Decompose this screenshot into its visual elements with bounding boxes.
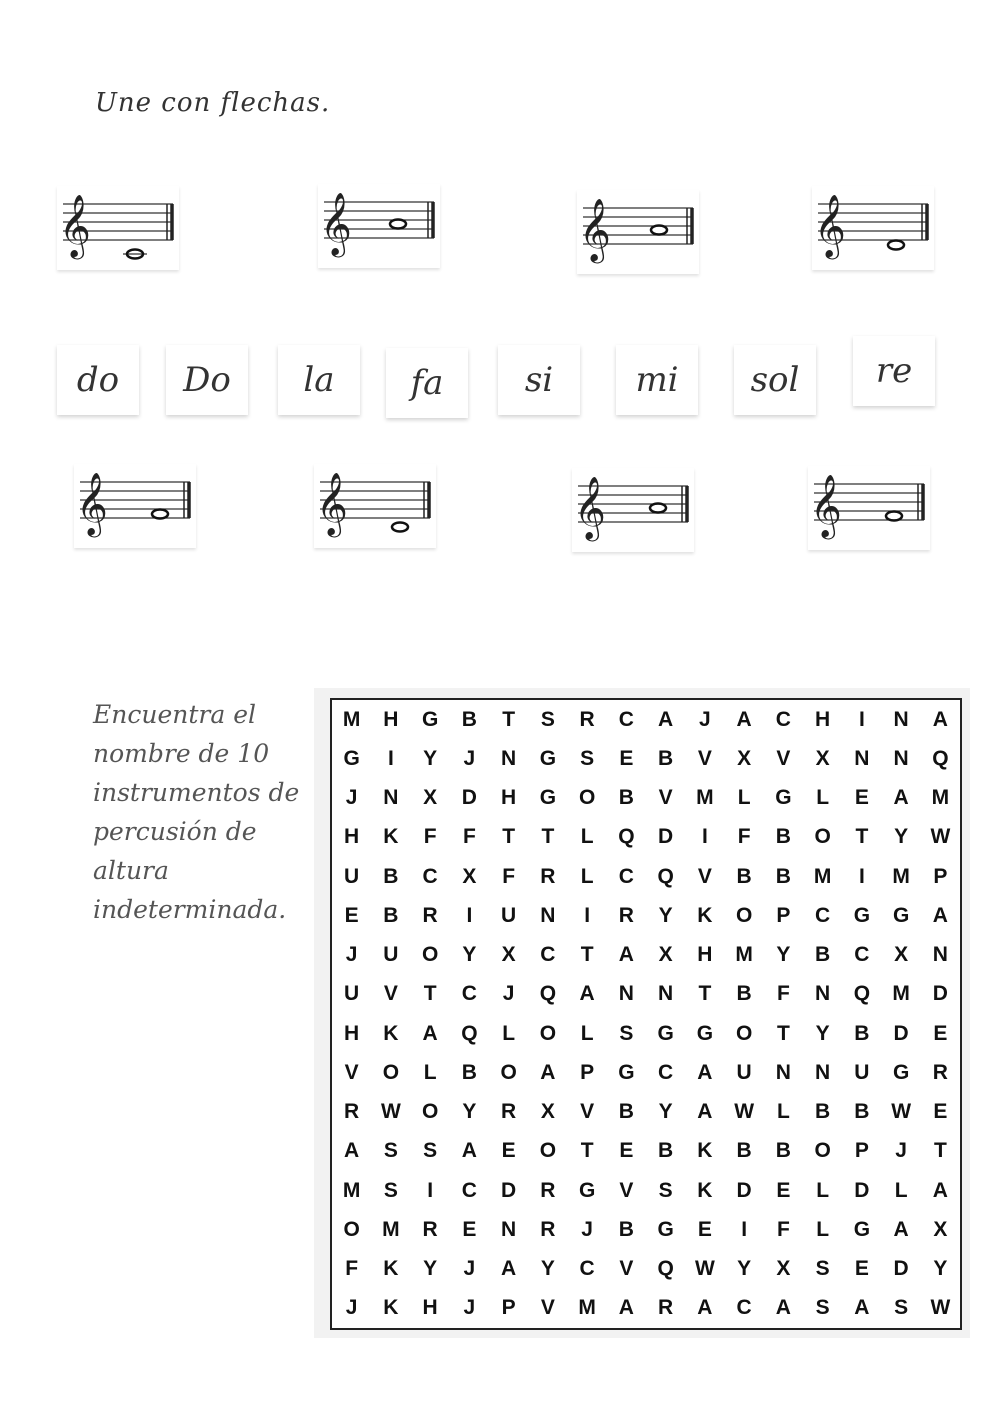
wordsearch-letter[interactable]: J	[345, 786, 358, 810]
wordsearch-letter[interactable]: J	[345, 1296, 358, 1320]
wordsearch-letter[interactable]: X	[540, 1100, 555, 1124]
wordsearch-letter[interactable]: T	[541, 825, 555, 849]
wordsearch-letter[interactable]: I	[387, 746, 394, 770]
wordsearch-letter[interactable]: K	[383, 1257, 399, 1281]
wordsearch-letter[interactable]: S	[580, 746, 595, 770]
wordsearch-letter[interactable]: L	[816, 1178, 830, 1202]
wordsearch-letter[interactable]: U	[344, 864, 360, 888]
wordsearch-letter[interactable]: N	[540, 903, 556, 927]
wordsearch-letter[interactable]: I	[466, 903, 473, 927]
wordsearch-letter[interactable]: A	[893, 786, 909, 810]
wordsearch-letter[interactable]: R	[579, 707, 595, 731]
wordsearch-letter[interactable]: C	[775, 707, 791, 731]
wordsearch-letter[interactable]: C	[579, 1257, 595, 1281]
wordsearch-letter[interactable]: G	[775, 786, 792, 810]
wordsearch-letter[interactable]: O	[539, 1021, 557, 1045]
wordsearch-letter[interactable]: N	[854, 746, 870, 770]
wordsearch-letter[interactable]: G	[853, 1217, 871, 1241]
wordsearch-letter[interactable]: T	[423, 982, 437, 1006]
wordsearch-letter[interactable]: D	[658, 825, 674, 849]
treble-clef-staff-icon	[314, 464, 436, 548]
wordsearch-letter[interactable]: B	[618, 1217, 634, 1241]
wordsearch-letter[interactable]: Q	[618, 825, 635, 849]
wordsearch-letter[interactable]: V	[344, 1060, 359, 1084]
word-card-re[interactable]: re	[853, 336, 935, 406]
wordsearch-letter[interactable]: S	[383, 1139, 398, 1163]
wordsearch-letter[interactable]: C	[658, 1060, 674, 1084]
staff-card-top-4[interactable]	[812, 186, 934, 270]
wordsearch-letter[interactable]: A	[697, 1100, 713, 1124]
wordsearch-letter[interactable]: V	[619, 1257, 634, 1281]
wordsearch-letter[interactable]: E	[501, 1139, 516, 1163]
wordsearch-letter[interactable]: W	[694, 1257, 715, 1281]
instruction-line: altura	[93, 856, 169, 885]
wordsearch-letter[interactable]: B	[618, 1100, 634, 1124]
wordsearch-letter[interactable]: I	[858, 707, 865, 731]
wordsearch-letter[interactable]: Q	[853, 982, 871, 1006]
wordsearch-letter[interactable]: V	[697, 746, 712, 770]
wordsearch-letter[interactable]: R	[422, 1217, 438, 1241]
wordsearch-letter[interactable]: P	[580, 1060, 595, 1084]
wordsearch-letter[interactable]: B	[815, 1100, 831, 1124]
wordsearch-letter[interactable]: G	[657, 1021, 674, 1045]
wordsearch-letter[interactable]: J	[699, 707, 711, 731]
wordsearch-letter[interactable]: Q	[461, 1021, 478, 1045]
wordsearch-letter[interactable]: L	[580, 1021, 594, 1045]
wordsearch-letter[interactable]: C	[736, 1296, 752, 1320]
wordsearch-letter[interactable]: R	[501, 1100, 517, 1124]
instruction-line: percusión de	[93, 817, 257, 846]
wordsearch-letter[interactable]: X	[776, 1257, 791, 1281]
wordsearch-letter[interactable]: T	[502, 825, 516, 849]
wordsearch-letter[interactable]: O	[735, 903, 753, 927]
wordsearch-letter[interactable]: Y	[933, 1257, 948, 1281]
wordsearch-letter[interactable]: R	[932, 1060, 948, 1084]
wordsearch-letter[interactable]: F	[462, 825, 476, 849]
wordsearch-letter[interactable]: Q	[657, 864, 674, 888]
wordsearch-letter[interactable]: E	[854, 786, 869, 810]
wordsearch-letter[interactable]: L	[580, 825, 594, 849]
wordsearch-letter[interactable]: U	[854, 1060, 870, 1084]
wordsearch-letter[interactable]: R	[540, 1217, 556, 1241]
wordsearch-letter[interactable]: E	[344, 903, 359, 927]
wordsearch-letter[interactable]: U	[344, 982, 360, 1006]
wordsearch-letter[interactable]: N	[501, 1217, 517, 1241]
wordsearch-letter[interactable]: F	[423, 825, 437, 849]
wordsearch-letter[interactable]: S	[540, 707, 555, 731]
wordsearch-letter[interactable]: M	[813, 864, 832, 888]
wordsearch-letter[interactable]: M	[931, 786, 950, 810]
wordsearch-letter[interactable]: K	[383, 1296, 399, 1320]
wordsearch-letter[interactable]: W	[891, 1100, 912, 1124]
wordsearch-letter[interactable]: V	[697, 864, 712, 888]
wordsearch-letter[interactable]: J	[463, 1296, 476, 1320]
wordsearch-letter[interactable]: W	[930, 825, 951, 849]
wordsearch-letter[interactable]: I	[427, 1178, 434, 1202]
wordsearch-letter[interactable]: P	[776, 903, 791, 927]
wordsearch-letter[interactable]: M	[382, 1217, 400, 1241]
wordsearch-letter[interactable]: P	[501, 1296, 516, 1320]
wordsearch-letter[interactable]: D	[932, 982, 948, 1006]
wordsearch-letter[interactable]: H	[697, 943, 713, 967]
wordsearch-letter[interactable]: B	[775, 1139, 791, 1163]
wordsearch-letter[interactable]: G	[696, 1021, 714, 1045]
wordsearch-letter[interactable]: J	[581, 1217, 593, 1241]
wordsearch-letter[interactable]: H	[501, 786, 517, 810]
wordsearch-letter[interactable]: C	[540, 943, 556, 967]
wordsearch-letter[interactable]: E	[776, 1178, 791, 1202]
word-card-sol[interactable]: sol	[734, 345, 816, 415]
svg-text:𝄞: 𝄞	[814, 194, 846, 257]
wordsearch-letter[interactable]: T	[776, 1021, 790, 1045]
word-card-la[interactable]: la	[278, 345, 360, 415]
wordsearch-letter[interactable]: X	[501, 943, 516, 967]
wordsearch-letter[interactable]: A	[932, 707, 948, 731]
wordsearch-letter[interactable]: G	[343, 746, 360, 770]
svg-text:𝄞: 𝄞	[810, 474, 842, 537]
wordsearch-letter[interactable]: N	[815, 982, 831, 1006]
wordsearch-letter[interactable]: A	[540, 1060, 556, 1084]
staff-card-top-1[interactable]	[57, 186, 179, 270]
wordsearch-letter[interactable]: T	[933, 1139, 947, 1163]
wordsearch-letter[interactable]: Y	[423, 746, 438, 770]
wordsearch-letter[interactable]: O	[578, 786, 596, 810]
wordsearch-letter[interactable]: A	[697, 1296, 713, 1320]
treble-clef-staff-icon	[812, 186, 934, 270]
wordsearch-letter[interactable]: R	[422, 903, 438, 927]
treble-clef-staff-icon	[577, 190, 699, 274]
wordsearch-letter[interactable]: E	[933, 1021, 948, 1045]
wordsearch-letter[interactable]: E	[462, 1217, 477, 1241]
wordsearch-letter[interactable]: U	[383, 943, 399, 967]
staff-card-top-2[interactable]	[318, 184, 440, 268]
wordsearch-letter[interactable]: D	[893, 1257, 909, 1281]
wordsearch-letter[interactable]: V	[383, 982, 398, 1006]
wordsearch-letter[interactable]: B	[383, 864, 399, 888]
svg-text:𝄞: 𝄞	[316, 472, 348, 535]
wordsearch-letter[interactable]: B	[775, 864, 791, 888]
wordsearch-letter[interactable]: A	[618, 943, 634, 967]
wordsearch-letter[interactable]: X	[658, 943, 673, 967]
wordsearch-letter[interactable]: M	[892, 982, 910, 1006]
wordsearch-letter[interactable]: B	[618, 786, 634, 810]
wordsearch-letter[interactable]: C	[461, 982, 477, 1006]
wordsearch-letter[interactable]: Q	[539, 982, 557, 1006]
wordsearch-letter[interactable]: T	[580, 943, 594, 967]
wordsearch-letter[interactable]: A	[344, 1139, 360, 1163]
wordsearch-letter[interactable]: B	[736, 982, 752, 1006]
wordsearch-letter[interactable]: V	[658, 786, 673, 810]
wordsearch-letter[interactable]: T	[698, 982, 712, 1006]
wordsearch-grid[interactable]	[330, 698, 962, 1330]
wordsearch-letter[interactable]: O	[343, 1217, 360, 1241]
wordsearch-letter[interactable]: J	[463, 1257, 476, 1281]
wordsearch-letter[interactable]: C	[461, 1178, 477, 1202]
wordsearch-letter[interactable]: N	[383, 786, 399, 810]
wordsearch-letter[interactable]: N	[893, 746, 909, 770]
wordsearch-letter[interactable]: A	[932, 1178, 948, 1202]
wordsearch-letter[interactable]: A	[579, 982, 595, 1006]
wordsearch-letter[interactable]: R	[658, 1296, 674, 1320]
wordsearch-letter[interactable]: N	[658, 982, 674, 1006]
instruction-arrows: Une con flechas.	[95, 88, 331, 118]
wordsearch-letter[interactable]: B	[461, 707, 477, 731]
wordsearch-letter[interactable]: F	[502, 864, 516, 888]
wordsearch-letter[interactable]: T	[580, 1139, 594, 1163]
staff-card-bottom-3[interactable]	[572, 468, 694, 552]
wordsearch-letter[interactable]: V	[776, 746, 791, 770]
wordsearch-letter[interactable]: T	[855, 825, 869, 849]
wordsearch-letter[interactable]: O	[421, 943, 439, 967]
wordsearch-letter[interactable]: D	[501, 1178, 517, 1202]
wordsearch-letter[interactable]: M	[342, 707, 361, 731]
wordsearch-letter[interactable]: Y	[737, 1257, 752, 1281]
wordsearch-letter[interactable]: E	[697, 1217, 712, 1241]
wordsearch-letter[interactable]: F	[776, 1217, 790, 1241]
wordsearch-letter[interactable]: B	[736, 1139, 752, 1163]
wordsearch-letter[interactable]: S	[619, 1021, 634, 1045]
wordsearch-letter[interactable]: E	[854, 1257, 869, 1281]
wordsearch-letter[interactable]: K	[383, 825, 399, 849]
wordsearch-letter[interactable]: C	[618, 864, 634, 888]
wordsearch-letter[interactable]: U	[736, 1060, 752, 1084]
wordsearch-letter[interactable]: C	[422, 864, 438, 888]
wordsearch-letter[interactable]: B	[815, 943, 831, 967]
staff-card-top-3[interactable]	[577, 190, 699, 274]
wordsearch-letter[interactable]: E	[619, 746, 634, 770]
svg-text:𝄞: 𝄞	[579, 198, 611, 261]
wordsearch-letter[interactable]: X	[737, 746, 752, 770]
wordsearch-letter[interactable]: S	[815, 1296, 830, 1320]
treble-clef-staff-icon	[74, 464, 196, 548]
staff-card-bottom-4[interactable]	[808, 466, 930, 550]
wordsearch-letter[interactable]: L	[816, 1217, 830, 1241]
word-card-mi[interactable]: mi	[616, 345, 698, 415]
wordsearch-letter[interactable]: O	[500, 1060, 517, 1084]
wordsearch-letter[interactable]: O	[814, 1139, 831, 1163]
wordsearch-letter[interactable]: Q	[657, 1257, 674, 1281]
wordsearch-letter[interactable]: G	[892, 1060, 910, 1084]
wordsearch-letter[interactable]: W	[380, 1100, 401, 1124]
wordsearch-letter[interactable]: A	[422, 1021, 438, 1045]
wordsearch-letter[interactable]: J	[895, 1139, 907, 1163]
wordsearch-letter[interactable]: L	[816, 786, 830, 810]
wordsearch-letter[interactable]: G	[853, 903, 871, 927]
wordsearch-letter[interactable]: E	[619, 1139, 634, 1163]
wordsearch-letter[interactable]: B	[775, 825, 791, 849]
wordsearch-letter[interactable]: B	[854, 1100, 870, 1124]
wordsearch-letter[interactable]: W	[930, 1296, 951, 1320]
wordsearch-letter[interactable]: O	[539, 1139, 557, 1163]
wordsearch-letter[interactable]: S	[815, 1257, 830, 1281]
wordsearch-letter[interactable]: N	[893, 707, 909, 731]
wordsearch-letter[interactable]: P	[854, 1139, 869, 1163]
staff-card-bottom-2[interactable]	[314, 464, 436, 548]
wordsearch-letter[interactable]: Y	[894, 825, 909, 849]
wordsearch-letter[interactable]: K	[697, 1178, 713, 1202]
wordsearch-letter[interactable]: Y	[658, 1100, 673, 1124]
wordsearch-letter[interactable]: K	[697, 1139, 713, 1163]
svg-text:𝄞: 𝄞	[574, 476, 606, 539]
wordsearch-letter[interactable]: X	[423, 786, 438, 810]
wordsearch-letter[interactable]: Y	[776, 943, 791, 967]
wordsearch-letter[interactable]: A	[932, 903, 948, 927]
wordsearch-letter[interactable]: C	[815, 903, 831, 927]
wordsearch-letter[interactable]: A	[501, 1257, 517, 1281]
wordsearch-letter[interactable]: A	[461, 1139, 477, 1163]
wordsearch-letter[interactable]: M	[696, 786, 714, 810]
instruction-line: nombre de 10	[93, 739, 270, 768]
wordsearch-letter[interactable]: R	[540, 864, 556, 888]
wordsearch-letter[interactable]: L	[776, 1100, 790, 1124]
treble-clef-staff-icon	[318, 184, 440, 268]
svg-text:𝄞: 𝄞	[76, 472, 108, 535]
wordsearch-letter[interactable]: G	[892, 903, 910, 927]
wordsearch-letter[interactable]: A	[893, 1217, 909, 1241]
wordsearch-letter[interactable]: B	[658, 746, 674, 770]
wordsearch-letter[interactable]: L	[894, 1178, 908, 1202]
wordsearch-letter[interactable]: Y	[462, 943, 477, 967]
wordsearch-letter[interactable]: M	[892, 864, 910, 888]
wordsearch-letter[interactable]: M	[735, 943, 753, 967]
wordsearch-letter[interactable]: N	[618, 982, 634, 1006]
word-card-Do[interactable]: Do	[166, 345, 248, 415]
word-card-do[interactable]: do	[57, 345, 139, 415]
wordsearch-letter[interactable]: U	[501, 903, 517, 927]
wordsearch-letter[interactable]: A	[697, 1060, 713, 1084]
instruction-line: instrumentos de	[93, 778, 300, 807]
wordsearch-letter[interactable]: N	[932, 943, 948, 967]
wordsearch-letter[interactable]: L	[423, 1060, 437, 1084]
wordsearch-letter[interactable]: L	[580, 864, 594, 888]
wordsearch-letter[interactable]: Y	[815, 1021, 830, 1045]
wordsearch-letter[interactable]: H	[422, 1296, 438, 1320]
instruction-line: indeterminada.	[93, 895, 287, 924]
wordsearch-letter[interactable]: K	[383, 1021, 399, 1045]
wordsearch-letter[interactable]: L	[737, 786, 751, 810]
instruction-line: Encuentra el	[93, 700, 256, 729]
wordsearch-letter[interactable]: R	[618, 903, 634, 927]
wordsearch-letter[interactable]: H	[383, 707, 399, 731]
wordsearch-letter[interactable]: G	[657, 1217, 674, 1241]
word-card-si[interactable]: si	[498, 345, 580, 415]
wordsearch-letter[interactable]: S	[423, 1139, 438, 1163]
svg-text:𝄞: 𝄞	[320, 192, 352, 255]
wordsearch-letter[interactable]: D	[736, 1178, 752, 1202]
wordsearch-letter[interactable]: H	[815, 707, 831, 731]
svg-text:𝄞: 𝄞	[59, 194, 91, 257]
wordsearch-letter[interactable]: C	[618, 707, 634, 731]
wordsearch-letter[interactable]: B	[383, 903, 399, 927]
wordsearch-letter[interactable]: J	[345, 943, 358, 967]
wordsearch-letter[interactable]: X	[933, 1217, 948, 1241]
wordsearch-letter[interactable]: A	[854, 1296, 870, 1320]
wordsearch-letter[interactable]: F	[776, 982, 790, 1006]
wordsearch-letter[interactable]: I	[701, 825, 708, 849]
wordsearch-letter[interactable]: V	[619, 1178, 634, 1202]
wordsearch-letter[interactable]: I	[741, 1217, 748, 1241]
wordsearch-letter[interactable]: M	[578, 1296, 596, 1320]
wordsearch-letter[interactable]: N	[775, 1060, 791, 1084]
wordsearch-letter[interactable]: V	[540, 1296, 555, 1320]
treble-clef-staff-icon	[572, 468, 694, 552]
staff-card-bottom-1[interactable]	[74, 464, 196, 548]
wordsearch-letter[interactable]: F	[345, 1257, 359, 1281]
wordsearch-letter[interactable]: I	[584, 903, 591, 927]
wordsearch-letter[interactable]: P	[933, 864, 948, 888]
wordsearch-letter[interactable]: E	[933, 1100, 948, 1124]
wordsearch-letter[interactable]: N	[815, 1060, 831, 1084]
word-card-fa[interactable]: fa	[386, 348, 468, 418]
wordsearch-letter[interactable]: S	[894, 1296, 909, 1320]
wordsearch-letter[interactable]: G	[618, 1060, 635, 1084]
wordsearch-letter[interactable]: C	[854, 943, 870, 967]
wordsearch-letter[interactable]: V	[580, 1100, 595, 1124]
wordsearch-letter[interactable]: X	[815, 746, 830, 770]
wordsearch-letter[interactable]: X	[462, 864, 477, 888]
wordsearch-letter[interactable]: M	[342, 1178, 361, 1202]
wordsearch-letter[interactable]: Y	[423, 1257, 438, 1281]
instruction-wordsearch	[93, 695, 313, 929]
wordsearch-letter[interactable]: L	[502, 1021, 516, 1045]
wordsearch-letter[interactable]: G	[539, 746, 557, 770]
wordsearch-letter[interactable]: W	[734, 1100, 755, 1124]
wordsearch-letter[interactable]: F	[737, 825, 751, 849]
wordsearch-letter[interactable]: Q	[932, 746, 949, 770]
wordsearch-letter[interactable]: H	[344, 825, 360, 849]
wordsearch-letter[interactable]: Y	[540, 1257, 555, 1281]
wordsearch-letter[interactable]: B	[736, 864, 752, 888]
wordsearch-letter[interactable]: O	[421, 1100, 439, 1124]
wordsearch-letter[interactable]: K	[697, 903, 713, 927]
wordsearch-letter[interactable]: O	[382, 1060, 400, 1084]
wordsearch-letter[interactable]: O	[735, 1021, 753, 1045]
wordsearch-letter[interactable]: S	[658, 1178, 673, 1202]
wordsearch-letter[interactable]: G	[578, 1178, 596, 1202]
wordsearch-letter[interactable]: G	[421, 707, 439, 731]
wordsearch-letter[interactable]: Y	[462, 1100, 477, 1124]
wordsearch-letter[interactable]: T	[502, 707, 516, 731]
wordsearch-letter[interactable]: D	[854, 1178, 870, 1202]
wordsearch-letter[interactable]: G	[539, 786, 557, 810]
wordsearch-letter[interactable]: I	[858, 864, 865, 888]
wordsearch-letter[interactable]: X	[894, 943, 909, 967]
wordsearch-letter[interactable]: B	[461, 1060, 477, 1084]
wordsearch-letter[interactable]: D	[461, 786, 477, 810]
wordsearch-letter[interactable]: R	[540, 1178, 556, 1202]
wordsearch-letter[interactable]: D	[893, 1021, 909, 1045]
wordsearch-letter[interactable]: A	[618, 1296, 634, 1320]
wordsearch-letter[interactable]: B	[658, 1139, 674, 1163]
wordsearch-letter[interactable]: R	[344, 1100, 360, 1124]
treble-clef-staff-icon	[808, 466, 930, 550]
wordsearch-letter[interactable]: A	[775, 1296, 791, 1320]
wordsearch-letter[interactable]: S	[383, 1178, 398, 1202]
wordsearch-letter[interactable]: B	[854, 1021, 870, 1045]
wordsearch-letter[interactable]: J	[502, 982, 515, 1006]
wordsearch-letter[interactable]: Y	[658, 903, 673, 927]
wordsearch-letter[interactable]: H	[344, 1021, 360, 1045]
wordsearch-letter[interactable]: O	[814, 825, 831, 849]
treble-clef-staff-icon	[57, 186, 179, 270]
wordsearch-letter[interactable]: A	[658, 707, 674, 731]
wordsearch-letter[interactable]: N	[501, 746, 517, 770]
wordsearch-letter[interactable]: J	[463, 746, 476, 770]
wordsearch-letter[interactable]: A	[736, 707, 752, 731]
